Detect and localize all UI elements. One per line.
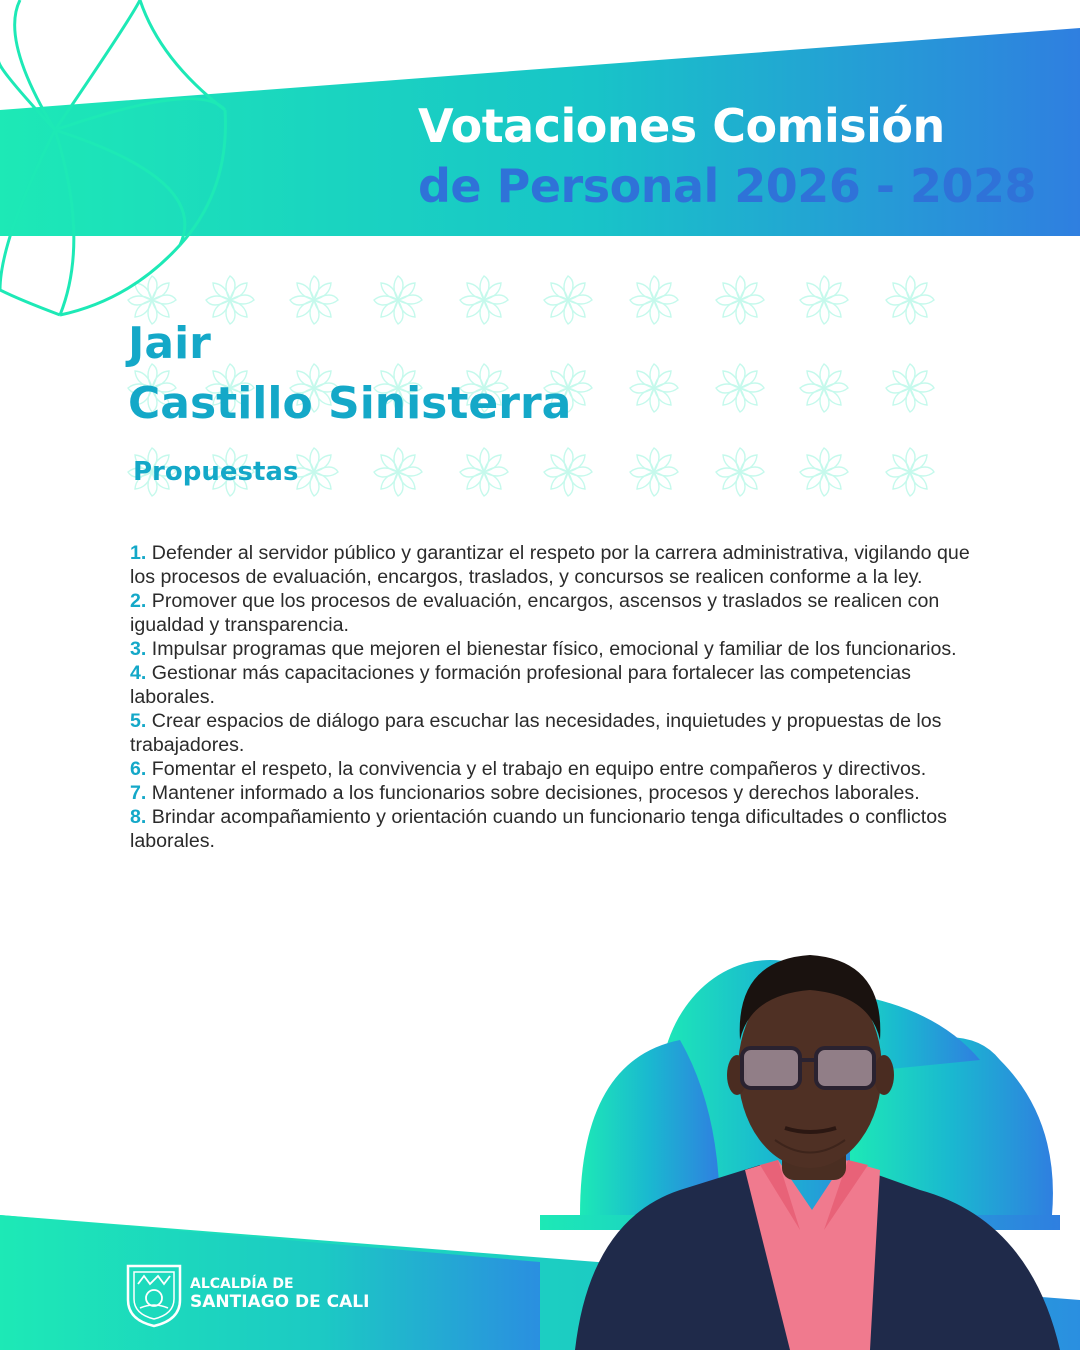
- logo-text: [190, 1276, 369, 1312]
- proposal-text: Fomentar el respeto, la convivencia y el trabajo en equipo entre compañeros y directivos.: [151, 758, 927, 780]
- list-item: [130, 757, 1000, 781]
- list-item: [130, 589, 1000, 637]
- list-item: [130, 541, 1000, 589]
- proposal-text: Brindar acompañamiento y orientación cuando un funcionario tenga dificultades o conflictos laborales.: [130, 806, 947, 852]
- header-title-line1: Votaciones Comisión: [418, 99, 945, 153]
- proposals-list: [130, 541, 1000, 853]
- proposal-number: 6.: [130, 758, 147, 780]
- candidate-first-name: Jair: [128, 318, 211, 369]
- candidate-name: [128, 314, 748, 434]
- proposal-text: Gestionar más capacitaciones y formación profesional para fortalecer las competencias laborales.: [130, 662, 911, 708]
- proposal-text: Impulsar programas que mejoren el bienestar físico, emocional y familiar de los funcionarios.: [151, 638, 957, 660]
- header-title: [418, 96, 1058, 216]
- proposal-number: 3.: [130, 638, 147, 660]
- alcaldia-logo: [124, 1262, 384, 1328]
- list-item: [130, 709, 1000, 757]
- coat-of-arms-icon: [124, 1262, 184, 1328]
- proposal-number: 4.: [130, 662, 147, 684]
- proposal-text: Promover que los procesos de evaluación, encargos, ascensos y traslados se realicen con igualdad y transparencia.: [130, 590, 940, 636]
- list-item: [130, 661, 1000, 709]
- proposal-text: Crear espacios de diálogo para escuchar las necesidades, inquietudes y propuestas de los trabajadores.: [130, 710, 942, 756]
- proposal-number: 7.: [130, 782, 147, 804]
- proposal-number: 2.: [130, 590, 147, 612]
- candidate-last-name: Castillo Sinisterra: [128, 378, 572, 429]
- proposal-number: 1.: [130, 542, 147, 564]
- header-title-line2: de Personal 2026 - 2028: [418, 159, 1036, 213]
- list-item: [130, 781, 1000, 805]
- list-item: [130, 805, 1000, 853]
- proposal-number: 8.: [130, 806, 147, 828]
- logo-line1: ALCALDÍA DE: [190, 1276, 294, 1292]
- proposal-text: Mantener informado a los funcionarios sobre decisiones, procesos y derechos laborales.: [151, 782, 920, 804]
- proposal-number: 5.: [130, 710, 147, 732]
- proposals-heading: Propuestas: [133, 457, 299, 487]
- logo-line2: SANTIAGO DE CALI: [190, 1292, 370, 1312]
- list-item: [130, 637, 1000, 661]
- proposal-text: Defender al servidor público y garantizar el respeto por la carrera administrativa, vigilando que los procesos de evaluación, encargos, traslados, y concursos se realicen conforme a la ley.: [130, 542, 970, 588]
